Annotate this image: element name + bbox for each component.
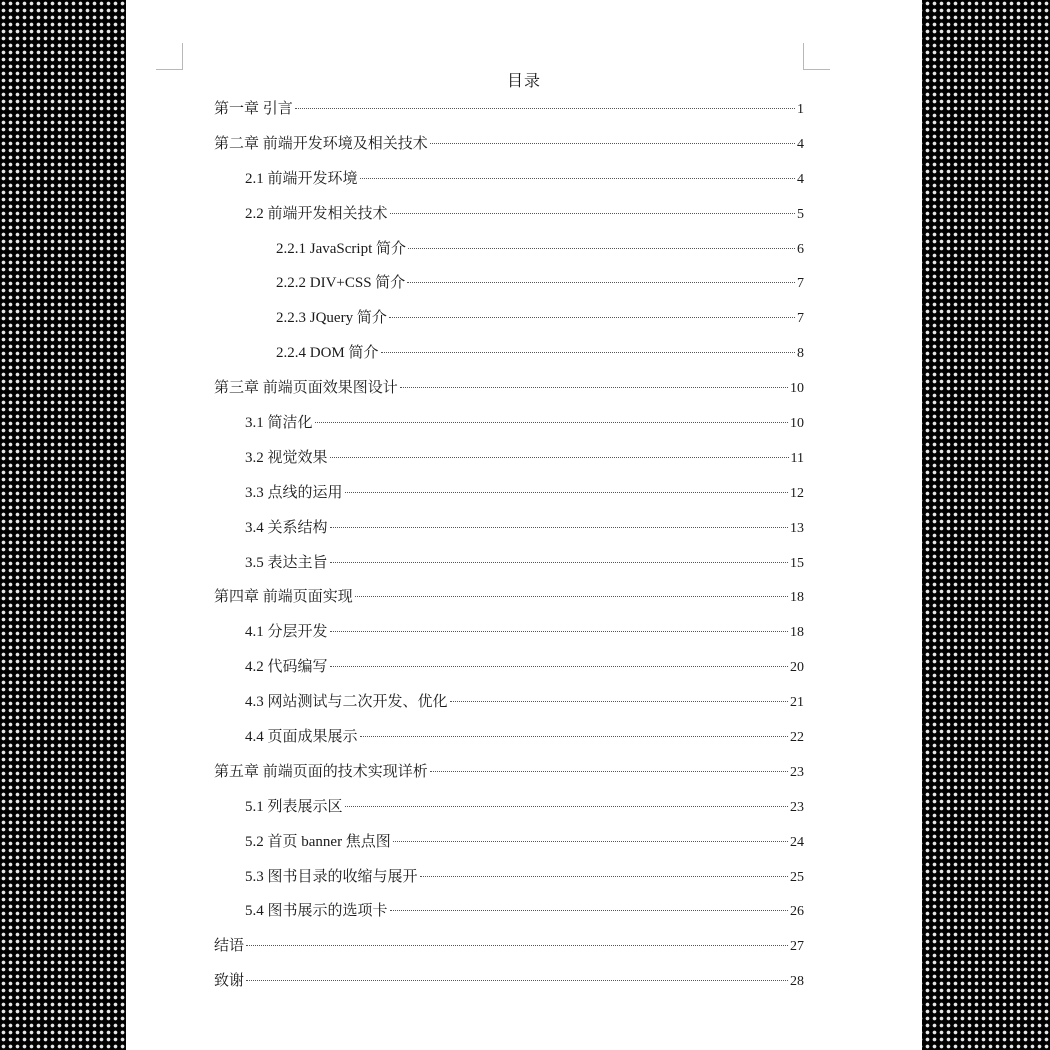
- toc-entry-page-number: 27: [790, 939, 804, 955]
- toc-entry[interactable]: [214, 755, 804, 790]
- toc-entry-title: 2.1 前端开发环境: [245, 170, 358, 187]
- toc-entry[interactable]: [214, 232, 804, 267]
- toc-entry-page-number: 4: [797, 171, 804, 187]
- toc-entry[interactable]: [214, 825, 804, 860]
- toc-entry-title: 4.3 网站测试与二次开发、优化: [245, 694, 448, 711]
- toc-entry-title: 2.2.3 JQuery 简介: [276, 310, 387, 327]
- toc-entry[interactable]: [214, 441, 804, 476]
- toc-title: 目录: [506, 73, 541, 90]
- toc-entry[interactable]: [214, 162, 804, 197]
- toc-entry-title: 2.2 前端开发相关技术: [245, 205, 388, 222]
- margin-corner-mark-top-left: [156, 43, 183, 70]
- toc-entry[interactable]: [214, 476, 804, 511]
- toc-entry[interactable]: [214, 860, 804, 895]
- toc-dot-leader: [389, 317, 795, 318]
- toc-dot-leader: [345, 492, 788, 493]
- toc-entry-page-number: 11: [790, 450, 804, 466]
- toc-entry-title: 3.5 表达主旨: [245, 554, 328, 571]
- margin-corner-mark-top-right: [803, 43, 830, 70]
- toc-entry[interactable]: [214, 929, 804, 964]
- toc-entry-title: 4.4 页面成果展示: [245, 729, 358, 746]
- toc-entry[interactable]: [214, 406, 804, 441]
- toc-entry[interactable]: [214, 197, 804, 232]
- toc-entry-page-number: 25: [790, 869, 804, 885]
- toc-entry-title: 4.1 分层开发: [245, 624, 328, 641]
- toc-entry-page-number: 6: [797, 241, 804, 257]
- toc-entry-title: 2.2.1 JavaScript 简介: [276, 240, 406, 257]
- toc-entry-title: 5.1 列表展示区: [245, 798, 343, 815]
- toc-entry[interactable]: [214, 580, 804, 615]
- toc-dot-leader: [393, 841, 788, 842]
- toc-entry-title: 致谢: [214, 973, 245, 990]
- toc-dot-leader: [420, 876, 788, 877]
- toc-entry-page-number: 12: [790, 485, 804, 501]
- toc-entry-page-number: 7: [797, 311, 804, 327]
- toc-entry-title: 5.2 首页 banner 焦点图: [245, 833, 391, 850]
- toc-dot-leader: [390, 910, 788, 911]
- toc-entry-page-number: 13: [790, 520, 804, 536]
- toc-entry-page-number: 4: [797, 136, 804, 152]
- table-of-contents: [214, 92, 804, 999]
- toc-dot-leader: [345, 806, 788, 807]
- toc-dot-leader: [381, 352, 795, 353]
- toc-dot-leader: [330, 631, 788, 632]
- toc-entry-page-number: 28: [790, 974, 804, 990]
- toc-entry-page-number: 21: [790, 695, 804, 711]
- toc-entry-title: 第四章 前端页面实现: [214, 589, 353, 606]
- toc-entry-page-number: 23: [790, 799, 804, 815]
- toc-entry-page-number: 1: [797, 102, 804, 117]
- toc-dot-leader: [330, 527, 788, 528]
- toc-entry[interactable]: [214, 964, 804, 999]
- toc-entry-page-number: 26: [790, 904, 804, 920]
- toc-entry[interactable]: [214, 790, 804, 825]
- toc-entry[interactable]: [214, 336, 804, 371]
- toc-dot-leader: [295, 108, 795, 109]
- toc-dot-leader: [430, 143, 795, 144]
- toc-entry[interactable]: [214, 615, 804, 650]
- toc-dot-leader: [246, 945, 788, 946]
- toc-dot-leader: [390, 213, 795, 214]
- toc-entry-page-number: 22: [790, 730, 804, 746]
- toc-entry[interactable]: [214, 266, 804, 301]
- toc-dot-leader: [450, 701, 788, 702]
- toc-entry-page-number: 10: [790, 416, 804, 432]
- toc-dot-leader: [360, 736, 788, 737]
- toc-dot-leader: [408, 248, 795, 249]
- toc-entry-title: 4.2 代码编写: [245, 659, 328, 676]
- toc-entry[interactable]: [214, 511, 804, 546]
- toc-entry-title: 3.1 简洁化: [245, 415, 313, 432]
- toc-entry-title: 2.2.2 DIV+CSS 简介: [276, 275, 406, 292]
- document-page: [126, 0, 922, 1050]
- toc-entry-title: 3.3 点线的运用: [245, 484, 343, 501]
- toc-entry[interactable]: [214, 127, 804, 162]
- toc-dot-leader: [407, 282, 795, 283]
- toc-entry[interactable]: [214, 894, 804, 929]
- toc-entry-title: 5.4 图书展示的选项卡: [245, 903, 388, 920]
- toc-entry-page-number: 23: [790, 764, 804, 780]
- toc-entry-title: 5.3 图书目录的收缩与展开: [245, 868, 418, 885]
- toc-entry-page-number: 15: [790, 555, 804, 571]
- toc-dot-leader: [330, 457, 789, 458]
- toc-dot-leader: [355, 596, 788, 597]
- toc-entry-title: 结语: [214, 938, 245, 955]
- toc-entry[interactable]: [214, 92, 804, 127]
- toc-dot-leader: [315, 422, 788, 423]
- toc-entry-title: 3.4 关系结构: [245, 519, 328, 536]
- toc-entry-title: 3.2 视觉效果: [245, 449, 328, 466]
- toc-entry-title: 2.2.4 DOM 简介: [276, 345, 379, 362]
- toc-entry-page-number: 7: [797, 276, 804, 292]
- toc-entry[interactable]: [214, 371, 804, 406]
- toc-dot-leader: [400, 387, 788, 388]
- toc-entry-title: 第二章 前端开发环境及相关技术: [214, 135, 428, 152]
- toc-dot-leader: [246, 980, 788, 981]
- toc-entry-title: 第五章 前端页面的技术实现详析: [214, 763, 428, 780]
- toc-entry-page-number: 24: [790, 834, 804, 850]
- toc-dot-leader: [330, 562, 788, 563]
- toc-dot-leader: [430, 771, 788, 772]
- toc-entry-page-number: 5: [797, 206, 804, 222]
- toc-entry-page-number: 18: [790, 590, 804, 606]
- toc-entry[interactable]: [214, 546, 804, 581]
- toc-entry-title: 第三章 前端页面效果图设计: [214, 380, 398, 397]
- toc-entry-title: 第一章 引言: [214, 101, 293, 117]
- toc-entry-page-number: 18: [790, 625, 804, 641]
- toc-entry-page-number: 10: [790, 381, 804, 397]
- toc-entry-page-number: 8: [797, 346, 804, 362]
- toc-entry[interactable]: [214, 301, 804, 336]
- toc-dot-leader: [360, 178, 795, 179]
- toc-dot-leader: [330, 666, 788, 667]
- toc-entry[interactable]: [214, 685, 804, 720]
- toc-entry[interactable]: [214, 650, 804, 685]
- toc-entry-page-number: 20: [790, 660, 804, 676]
- toc-entry[interactable]: [214, 720, 804, 755]
